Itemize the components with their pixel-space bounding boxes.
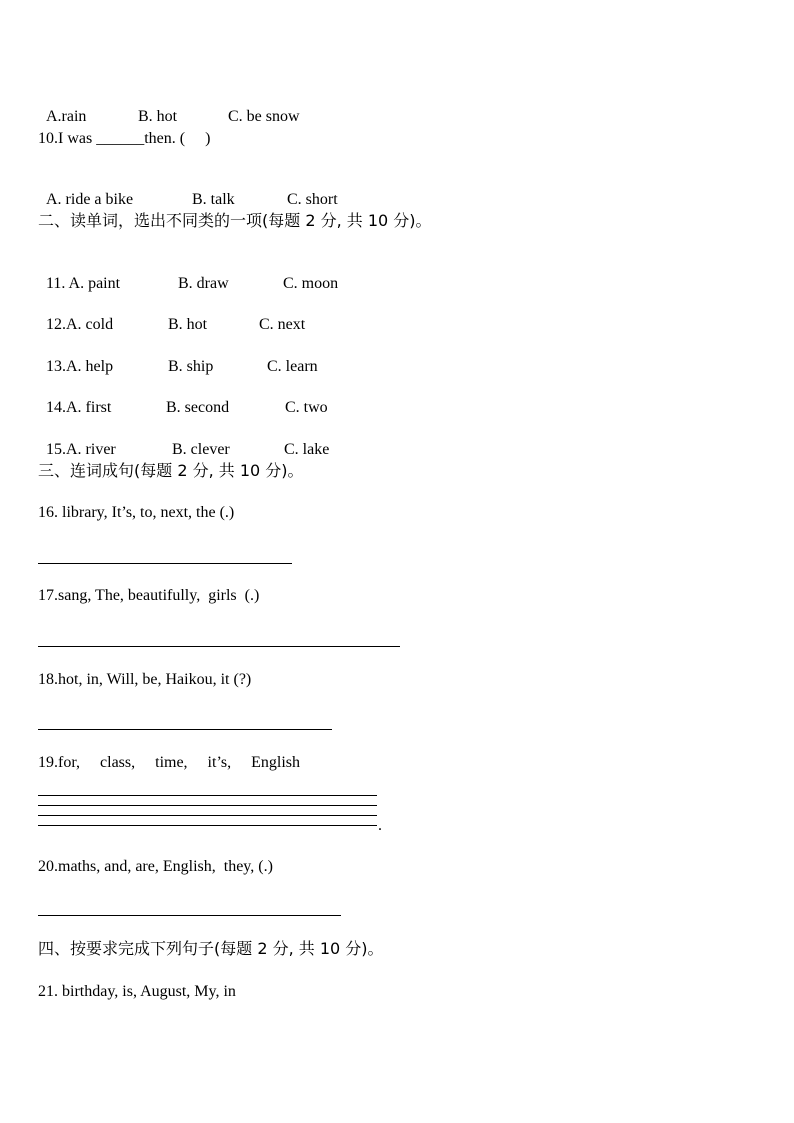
question-13 bbox=[38, 337, 318, 377]
section2-heading: 二、读单词，选出不同类的一项(每题 2 分, 共 10 分)。 bbox=[38, 211, 432, 230]
q14-option-b: B. second bbox=[166, 399, 230, 416]
question-19: 19.for, class, time, it’s, English bbox=[38, 754, 301, 771]
q12-option-c: C. next bbox=[259, 316, 306, 333]
q11-option-b: B. draw bbox=[178, 275, 229, 292]
q10-option-a: A. ride a bike bbox=[46, 191, 134, 208]
question-17: 17.sang, The, beautifully, girls (.) bbox=[38, 587, 260, 604]
answer-line-19d[interactable] bbox=[38, 825, 377, 826]
answer-line-19b[interactable] bbox=[38, 805, 377, 806]
section3-heading: 三、连词成句(每题 2 分, 共 10 分)。 bbox=[38, 461, 304, 480]
q9-option-a: A.rain bbox=[46, 108, 87, 125]
q13-option-a: 13.A. help bbox=[46, 358, 114, 375]
q10-options bbox=[38, 170, 338, 210]
q11-option-c: C. moon bbox=[283, 275, 339, 292]
answer-line-18[interactable] bbox=[38, 729, 332, 730]
q9-option-b: B. hot bbox=[138, 108, 178, 125]
question-14 bbox=[38, 378, 328, 418]
q15-option-a: 15.A. river bbox=[46, 441, 116, 458]
q12-option-a: 12.A. cold bbox=[46, 316, 114, 333]
q10-question: 10.I was ______then. ( ) bbox=[38, 130, 211, 147]
q10-option-c: C. short bbox=[287, 191, 338, 208]
q15-option-b: B. clever bbox=[172, 441, 230, 458]
answer-line-19c[interactable] bbox=[38, 815, 377, 816]
question-12 bbox=[38, 295, 305, 335]
question-20: 20.maths, and, are, English, they, (.) bbox=[38, 858, 273, 875]
q14-option-c: C. two bbox=[285, 399, 328, 416]
question-18: 18.hot, in, Will, be, Haikou, it (?) bbox=[38, 671, 252, 688]
q19-period: . bbox=[378, 817, 382, 834]
q14-option-a: 14.A. first bbox=[46, 399, 112, 416]
q13-option-b: B. ship bbox=[168, 358, 214, 375]
q12-option-b: B. hot bbox=[168, 316, 208, 333]
q10-option-b: B. talk bbox=[192, 191, 235, 208]
answer-line-20[interactable] bbox=[38, 915, 341, 916]
q11-option-a: 11. A. paint bbox=[46, 275, 121, 292]
question-16: 16. library, It’s, to, next, the (.) bbox=[38, 504, 235, 521]
q9-option-c: C. be snow bbox=[228, 108, 300, 125]
q15-option-c: C. lake bbox=[284, 441, 330, 458]
question-15 bbox=[38, 420, 329, 460]
q9-options bbox=[38, 87, 300, 127]
question-11 bbox=[38, 254, 338, 294]
answer-line-17[interactable] bbox=[38, 646, 400, 647]
q13-option-c: C. learn bbox=[267, 358, 318, 375]
section4-heading: 四、按要求完成下列句子(每题 2 分, 共 10 分)。 bbox=[38, 939, 384, 958]
answer-line-19a[interactable] bbox=[38, 795, 377, 796]
answer-line-16[interactable] bbox=[38, 563, 292, 564]
question-21: 21. birthday, is, August, My, in bbox=[38, 983, 236, 1000]
